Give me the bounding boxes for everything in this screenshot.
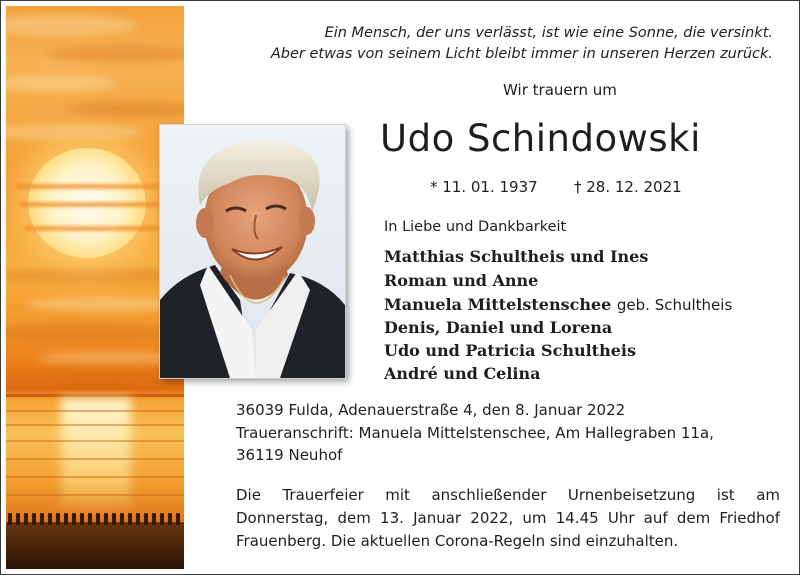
- deceased-name: Udo Schindowski: [380, 117, 701, 160]
- family-name: Roman und Anne: [384, 271, 539, 290]
- address-line-1: 36039 Fulda, Adenauerstraße 4, den 8. Januar 2022: [236, 401, 626, 419]
- family-name: Udo und Patricia Schultheis: [384, 341, 636, 360]
- mourning-intro: Wir trauern um: [503, 81, 617, 99]
- service-line-1: Die Trauerfeier mit anschließender Urnenbeisetzung ist am: [236, 486, 780, 504]
- service-line-3: Frauenberg. Die aktuellen Corona-Regeln sind einzuhalten.: [236, 532, 679, 550]
- address-line-3: 36119 Neuhof: [236, 446, 343, 464]
- death-date: † 28. 12. 2021: [574, 178, 682, 196]
- motto-line-1: Ein Mensch, der uns verlässt, ist wie eine Sonne, die versinkt.: [324, 25, 773, 41]
- birth-date: * 11. 01. 1937: [430, 178, 538, 196]
- family-name: Denis, Daniel und Lorena: [384, 318, 613, 337]
- family-name: André und Celina: [384, 364, 541, 383]
- groyne-posts: [6, 513, 184, 525]
- motto-line-2: Aber etwas von seinem Licht bleibt immer in unseren Herzen zurück.: [270, 46, 773, 62]
- portrait-illustration: [160, 125, 345, 378]
- dedication-text: In Liebe und Dankbarkeit: [384, 219, 567, 235]
- family-line: [384, 247, 784, 266]
- family-name: Matthias Schultheis und Ines: [384, 247, 649, 266]
- family-line: [384, 271, 784, 290]
- family-line: [384, 295, 784, 314]
- portrait-photo: [159, 124, 346, 379]
- family-name-suffix: geb. Schultheis: [616, 296, 733, 314]
- family-line: [384, 318, 784, 337]
- sunset-image: [6, 6, 184, 569]
- family-line: [384, 341, 784, 360]
- sun-reflection: [61, 398, 131, 516]
- family-name: Manuela Mittelstenschee: [384, 295, 612, 314]
- address-line-2: Traueranschrift: Manuela Mittelstenschee, Am Hallegraben 11a,: [236, 424, 714, 442]
- shore: [6, 522, 184, 569]
- service-line-2: Donnerstag, dem 13. Januar 2022, um 14.45 Uhr auf dem Friedhof: [236, 509, 780, 527]
- family-line: [384, 364, 784, 383]
